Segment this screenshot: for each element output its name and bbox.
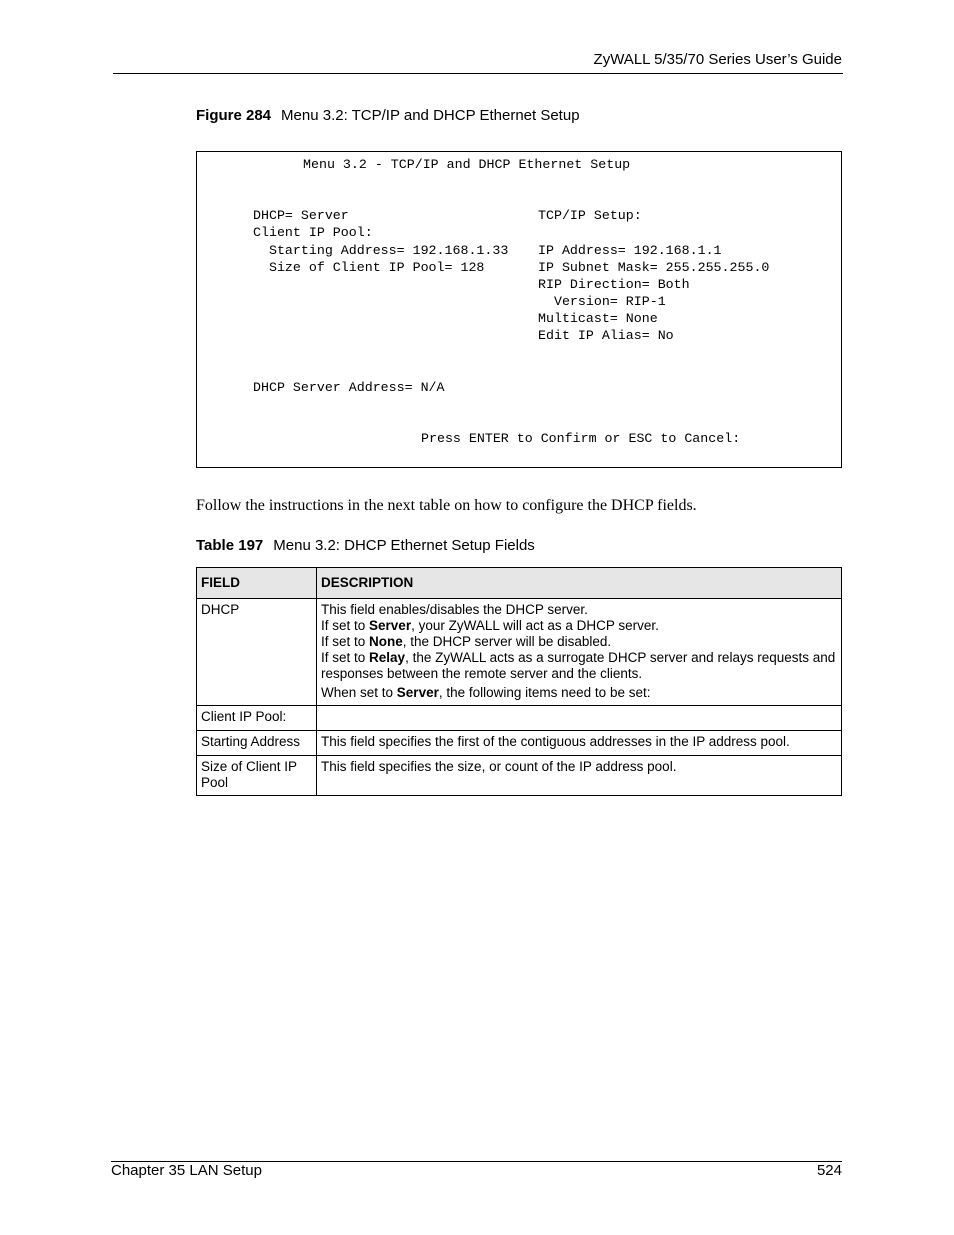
field-column-header: FIELD [197, 568, 317, 599]
figure-label: Figure 284 [196, 107, 272, 124]
description-cell: This field enables/disables the DHCP server. If set to Server, your ZyWALL will act as a DHCP server. If set to None, the DHCP server will be disabled. If set to Relay, the ZyWALL acts as a surrogate DHCP server and relays requests and responses between the remote server and the clients. When set to Server, the following items need to be set: [317, 599, 842, 706]
field-cell: DHCP [197, 599, 317, 706]
table-row [197, 706, 842, 731]
description-cell: This field specifies the first of the contiguous addresses in the IP address pool. [317, 731, 842, 756]
terminal-pool-size: Size of Client IP Pool= 128 [253, 260, 485, 275]
terminal-dhcp: DHCP= Server [253, 208, 349, 223]
terminal-rip-version: Version= RIP-1 [538, 294, 666, 309]
terminal-screen [196, 151, 842, 468]
table-title: Menu 3.2: DHCP Ethernet Setup Fields [273, 537, 535, 554]
terminal-ip-alias: Edit IP Alias= No [538, 328, 674, 343]
terminal-server-address: DHCP Server Address= N/A [253, 380, 445, 395]
page-number: 524 [816, 1162, 842, 1179]
terminal-prompt: Press ENTER to Confirm or ESC to Cancel: [421, 431, 741, 446]
description-column-header: DESCRIPTION [317, 568, 842, 599]
terminal-title: Menu 3.2 - TCP/IP and DHCP Ethernet Setup [303, 157, 631, 172]
intro-paragraph: Follow the instructions in the next table on how to configure the DHCP fields. [196, 497, 697, 514]
table-caption [196, 537, 535, 554]
figure-caption [196, 107, 580, 124]
table-row [197, 599, 842, 706]
description-cell: This field specifies the size, or count of the IP address pool. [317, 756, 842, 796]
terminal-rip-direction: RIP Direction= Both [538, 277, 690, 292]
table-header-row [197, 568, 842, 599]
terminal-pool-heading: Client IP Pool: [253, 225, 373, 240]
terminal-ip-address: IP Address= 192.168.1.1 [538, 243, 722, 258]
description-cell [317, 706, 842, 731]
field-cell: Client IP Pool: [197, 706, 317, 731]
footer-chapter: Chapter 35 LAN Setup [111, 1162, 262, 1179]
terminal-multicast: Multicast= None [538, 311, 658, 326]
field-cell: Size of Client IP Pool [197, 756, 317, 796]
field-cell: Starting Address [197, 731, 317, 756]
terminal-start-address: Starting Address= 192.168.1.33 [253, 243, 509, 258]
table-label: Table 197 [196, 537, 264, 554]
fields-table [196, 567, 842, 796]
figure-title: Menu 3.2: TCP/IP and DHCP Ethernet Setup [281, 107, 580, 124]
table-row [197, 756, 842, 796]
terminal-tcpip-heading: TCP/IP Setup: [538, 208, 642, 223]
terminal-subnet-mask: IP Subnet Mask= 255.255.255.0 [538, 260, 770, 275]
running-header: ZyWALL 5/35/70 Series User’s Guide [593, 51, 842, 68]
header-rule [113, 73, 843, 74]
table-row [197, 731, 842, 756]
